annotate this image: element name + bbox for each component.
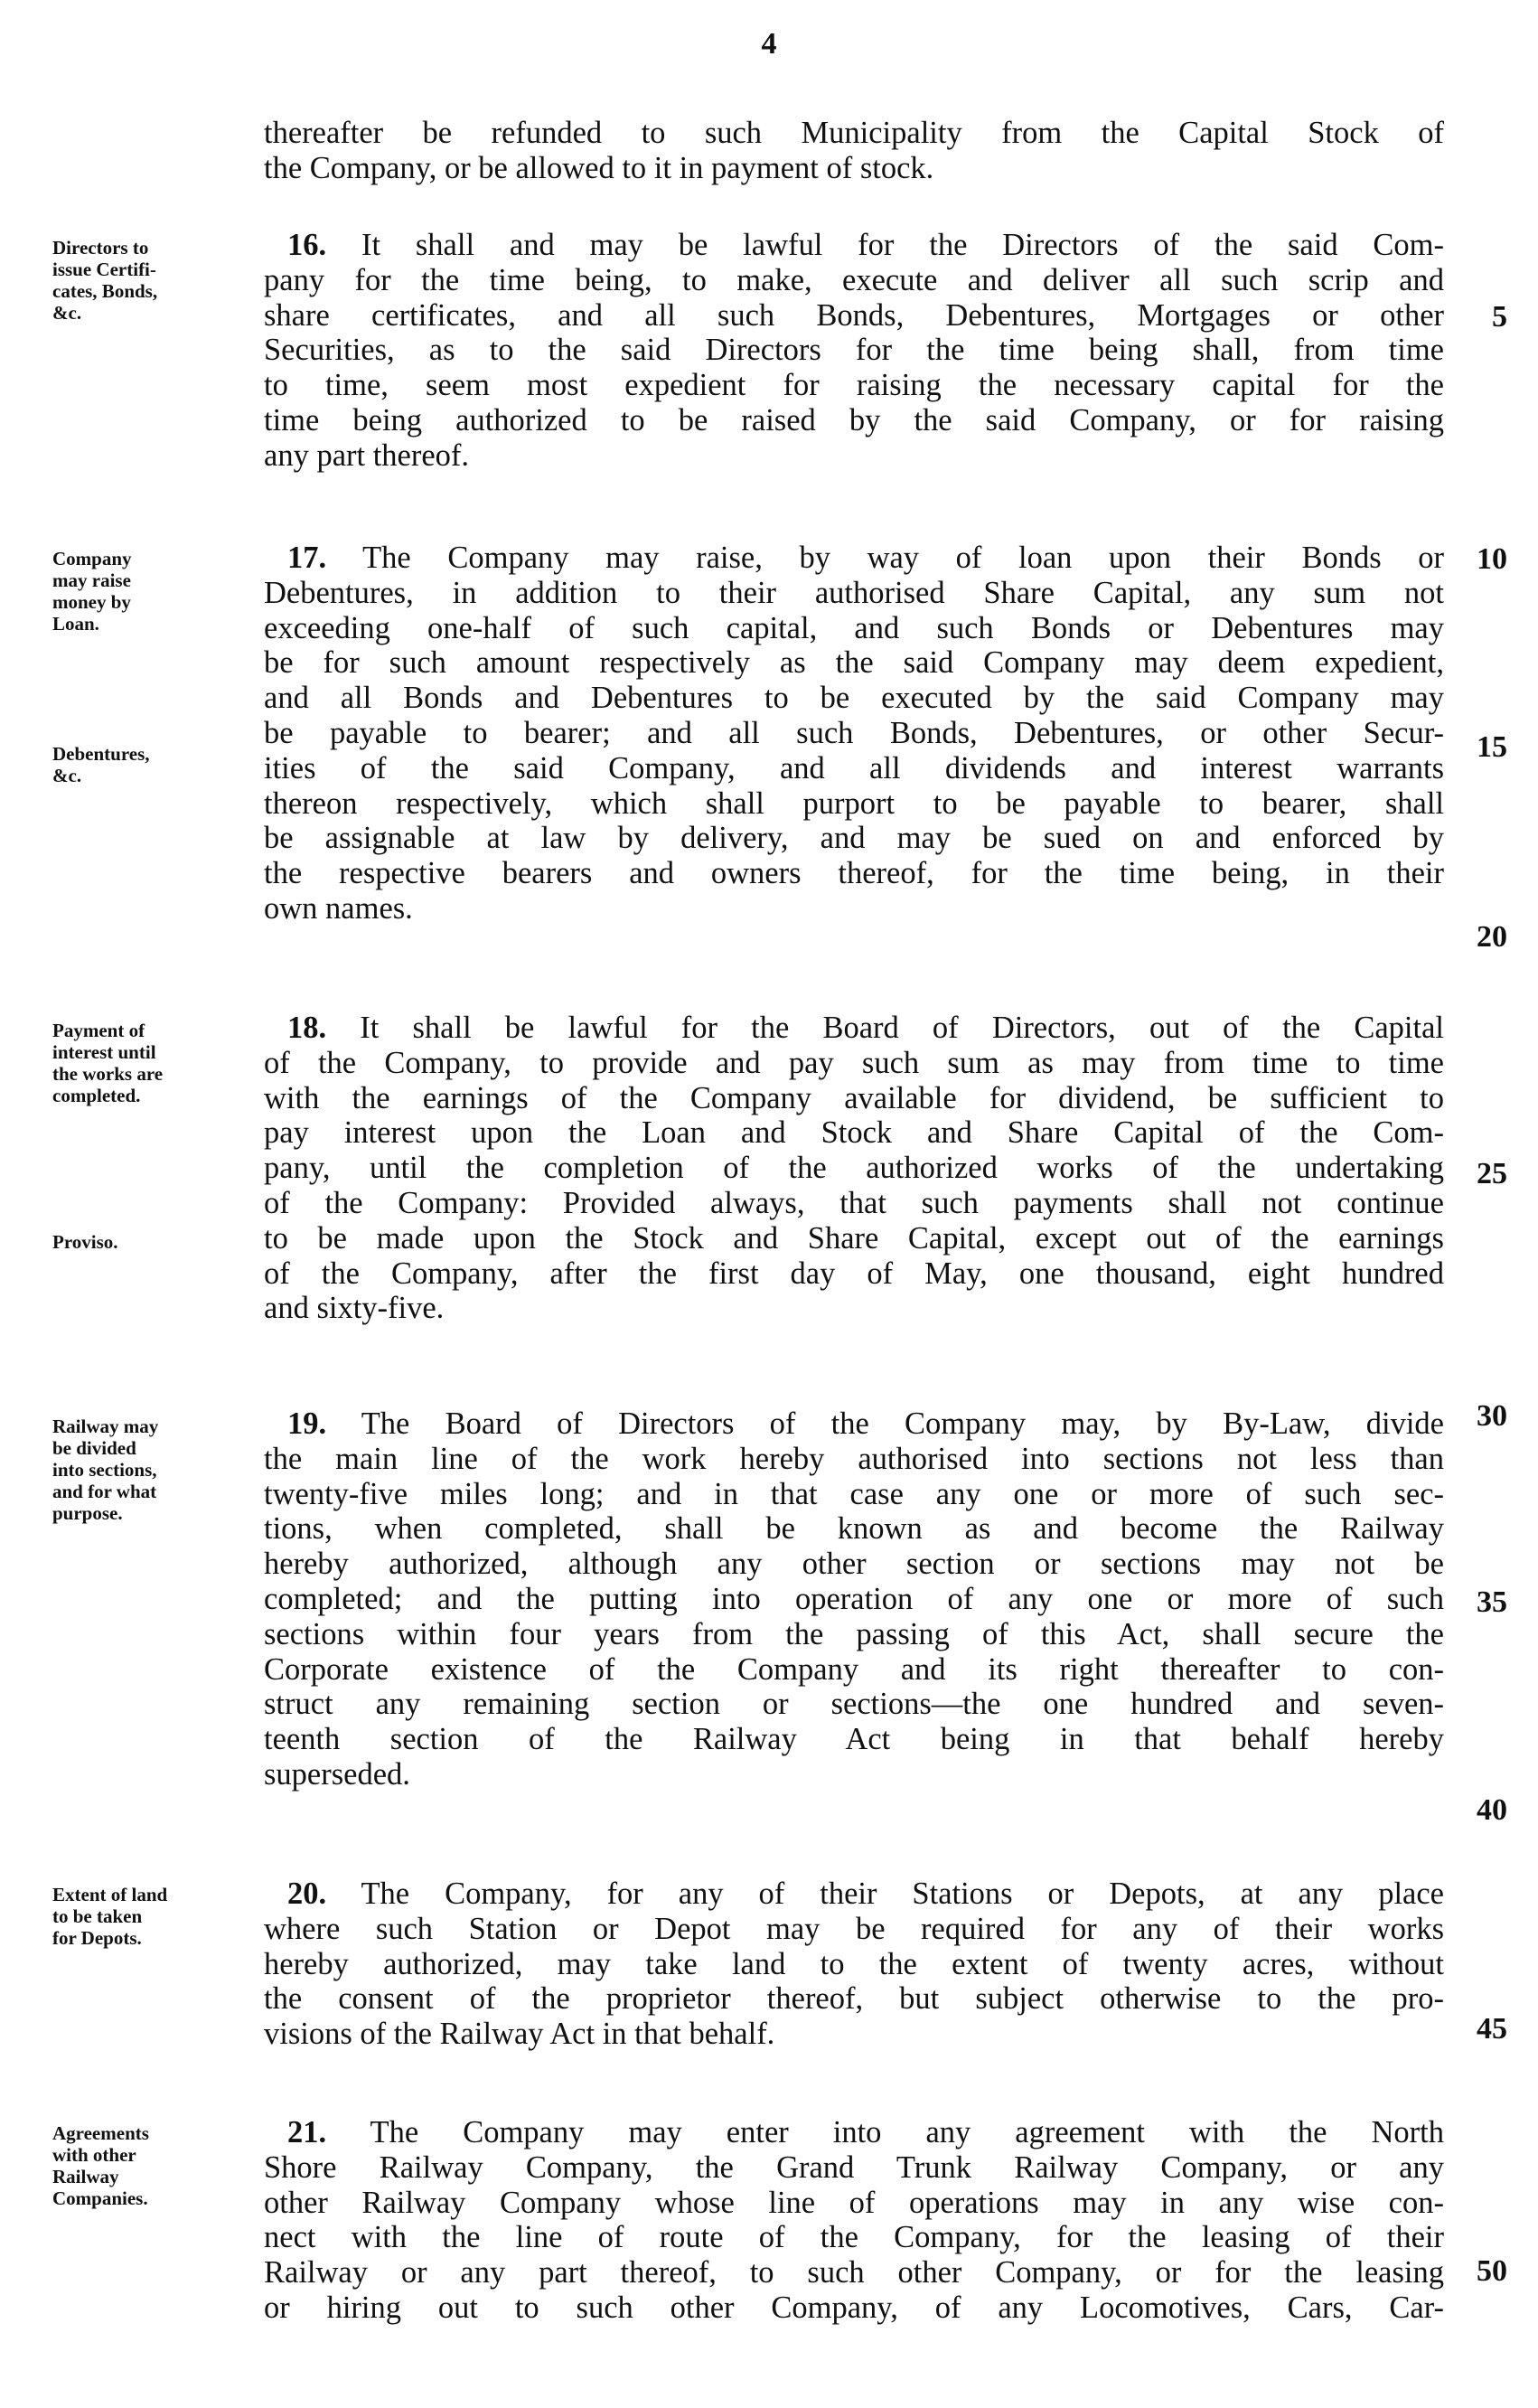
text-line: and sixty-five.: [264, 1291, 445, 1326]
text-line: to be made upon the Stock and Share Capital, except out of the earnings: [264, 1220, 1444, 1256]
text-line: struct any remaining section or sections—the one hundred and seven-: [264, 1687, 1444, 1722]
text-line: of the Company, after the first day of May, one thousand, eight hundred: [264, 1256, 1444, 1291]
text-line: nect with the line of route of the Company, for the leasing of their: [264, 2220, 1444, 2255]
marginal-note: Company may raise money by Loan.: [52, 548, 132, 635]
text-line: be assignable at law by delivery, and may be sued on and enforced by: [264, 821, 1444, 856]
page-number: 4: [761, 27, 777, 61]
margin-line-number: 35: [1477, 1585, 1507, 1619]
text-line: Corporate existence of the Company and its right thereafter to con-: [264, 1651, 1444, 1687]
margin-line-number: 30: [1477, 1399, 1507, 1433]
section-19: 19. The Board of Directors of the Company may, by By-Law, divide the main line of the work hereby authorised into sections not less than twenty-five miles long; and in that case any one or more of such sec- tions, when completed, shall be known as and become the Railway hereby authorized, although any other section or sections may not be completed; and the putting into operation of any one or more of such sections within four years from the passing of this Act, shall secure the Corporate existence of the Company and its right thereafter to con- struct any remaining section or sections—the one hundred and seven- teenth section of the Railway Act being in that behalf hereby superseded.: [264, 1406, 1444, 1792]
section-20: 20. The Company, for any of their Stations or Depots, at any place where such Station or Depot may be required for any of their works hereby authorized, may take land to the extent of twenty acres, without the consent of the proprietor thereof, but subject otherwise to the pro- visions of the Railway Act in that behalf.: [264, 1877, 1444, 2052]
text-line: tions, when completed, shall be known as and become the Railway: [264, 1511, 1444, 1547]
text-line: thereon respectively, which shall purport to be payable to bearer, shall: [264, 785, 1444, 821]
marginal-note: Payment of interest until the works are completed.: [52, 1020, 164, 1106]
text-line: the consent of the proprietor thereof, but subject otherwise to the pro-: [264, 1981, 1444, 2017]
margin-line-number: 25: [1477, 1157, 1507, 1190]
text-line: thereafter be refunded to such Municipality from the Capital Stock of: [264, 116, 1444, 150]
text-line: be for such amount respectively as the said Company may deem expedient,: [264, 645, 1444, 681]
text-line: or hiring out to such other Company, of any Locomotives, Cars, Car-: [264, 2290, 1444, 2325]
section-number: 21.: [287, 2115, 327, 2149]
text-line: sections within four years from the passing of this Act, shall secure the: [264, 1616, 1444, 1651]
margin-line-number: 15: [1477, 730, 1507, 764]
text-line: ities of the said Company, and all dividends and interest warrants: [264, 750, 1444, 785]
text-line: Debentures, in addition to their authorised Share Capital, any sum not: [264, 575, 1444, 610]
text-line: and all Bonds and Debentures to be executed by the said Company may: [264, 681, 1444, 716]
margin-line-number: 45: [1477, 2012, 1507, 2046]
section-number: 19.: [287, 1406, 327, 1441]
text-line: to time, seem most expedient for raising the necessary capital for the: [264, 368, 1444, 403]
section-16: 16. It shall and may be lawful for the Directors of the said Com- pany for the time being, to make, execute and deliver all such scrip and share certificates, and all such Bonds, Debentures, Mortgages or other Securities, as to the said Directors for the time being shall, from time to time, seem most expedient for raising the necessary capital for the time being authorized to be raised by the said Company, or for raising any part thereof.: [264, 228, 1444, 473]
section-17: 17. The Company may raise, by way of loan upon their Bonds or Debentures, in addition to their authorised Share Capital, any sum not exceeding one-half of such capital, and such Bonds or Debentures may be for such amount respectively as the said Company may deem expedient, and all Bonds and Debentures to be executed by the said Company may be payable to bearer; and all such Bonds, Debentures, or other Secur- ities of the said Company, and all dividends and interest warrants thereon respectively, which shall purport to be payable to bearer, shall be assignable at law by delivery, and may be sued on and enforced by the respective bearers and owners thereof, for the time being, in their own names.: [264, 541, 1444, 926]
text-line: own names.: [264, 890, 413, 926]
text-line: hereby authorized, although any other section or sections may not be: [264, 1547, 1444, 1582]
text-line: pany for the time being, to make, execute and deliver all such scrip and: [264, 262, 1444, 297]
section-number: 16.: [287, 228, 327, 262]
text-line: where such Station or Depot may be required for any of their works: [264, 1911, 1444, 1946]
text-line: the Company, or be allowed to it in payment of stock.: [264, 150, 934, 185]
text-line: teenth section of the Railway Act being in that behalf hereby: [264, 1722, 1444, 1757]
marginal-note: Extent of land to be taken for Depots.: [52, 1884, 168, 1949]
text-line: other Railway Company whose line of operations may in any wise con-: [264, 2185, 1444, 2220]
text-line: Railway or any part thereof, to such other Company, or for the leasing: [264, 2255, 1444, 2290]
marginal-note: Agreements with other Railway Companies.: [52, 2122, 149, 2209]
text-line: with the earnings of the Company available for dividend, be sufficient to: [264, 1080, 1444, 1115]
section-18: 18. It shall be lawful for the Board of Directors, out of the Capital of the Company, to provide and pay such sum as may from time to time with the earnings of the Company available for dividend, be sufficient to pay interest upon the Loan and Stock and Share Capital of the Com- pany, until the completion of the authorized works of the undertaking of the Company: Provided always, that such payments shall not continue to be made upon the Stock and Share Capital, except out of the earnings of the Company, after the first day of May, one thousand, eight hundred and sixty-five.: [264, 1011, 1445, 1326]
text-line: visions of the Railway Act in that behalf.: [264, 2017, 775, 2052]
margin-line-number: 10: [1477, 542, 1507, 576]
text-line: be payable to bearer; and all such Bonds, Debentures, or other Secur-: [264, 715, 1444, 750]
text-line: completed; and the putting into operation of any one or more of such: [264, 1581, 1444, 1616]
text-line: pany, until the completion of the authorized works of the undertaking: [264, 1151, 1444, 1186]
text-line: the main line of the work hereby authorised into sections not less than: [264, 1441, 1444, 1476]
marginal-note: Proviso.: [52, 1231, 118, 1253]
text-line: Shore Railway Company, the Grand Trunk Railway Company, or any: [264, 2149, 1444, 2185]
text-line: the respective bearers and owners thereof, for the time being, in their: [264, 856, 1444, 891]
margin-line-number: 20: [1477, 920, 1507, 954]
section-21: 21. The Company may enter into any agreement with the North Shore Railway Company, the Grand Trunk Railway Company, or any other Railway Company whose line of operations may in any wise con- nect with the line of route of the Company, for the leasing of their Railway or any part thereof, to such other Company, or for the leasing or hiring out to such other Company, of any Locomotives, Cars, Car-: [264, 2115, 1444, 2325]
marginal-note: Railway may be divided into sections, and for what purpose.: [52, 1416, 159, 1524]
text-line: pay interest upon the Loan and Stock and Share Capital of the Com-: [264, 1115, 1444, 1151]
margin-line-number: 40: [1477, 1793, 1507, 1827]
marginal-note: Directors to issue Certifi- cates, Bonds, &c.: [52, 237, 158, 324]
intro-text: [264, 116, 1444, 186]
text-line: share certificates, and all such Bonds, Debentures, Mortgages or other: [264, 297, 1444, 333]
text-line: superseded.: [264, 1756, 410, 1792]
text-line: hereby authorized, may take land to the extent of twenty acres, without: [264, 1946, 1444, 1981]
margin-line-number: 5: [1492, 300, 1507, 334]
text-line: any part thereof.: [264, 437, 470, 473]
section-number: 18.: [287, 1011, 327, 1045]
text-line: of the Company, to provide and pay such sum as may from time to time: [264, 1045, 1444, 1080]
text-line: exceeding one-half of such capital, and such Bonds or Debentures may: [264, 610, 1444, 645]
text-line: Securities, as to the said Directors for the time being shall, from time: [264, 333, 1444, 368]
section-number: 17.: [287, 541, 327, 575]
text-line: twenty-five miles long; and in that case any one or more of such sec-: [264, 1476, 1444, 1511]
marginal-note: Debentures, &c.: [52, 743, 150, 786]
section-number: 20.: [287, 1877, 327, 1911]
text-line: time being authorized to be raised by the said Company, or for raising: [264, 402, 1444, 437]
margin-line-number: 50: [1477, 2254, 1507, 2288]
text-line: of the Company: Provided always, that such payments shall not continue: [264, 1185, 1444, 1220]
